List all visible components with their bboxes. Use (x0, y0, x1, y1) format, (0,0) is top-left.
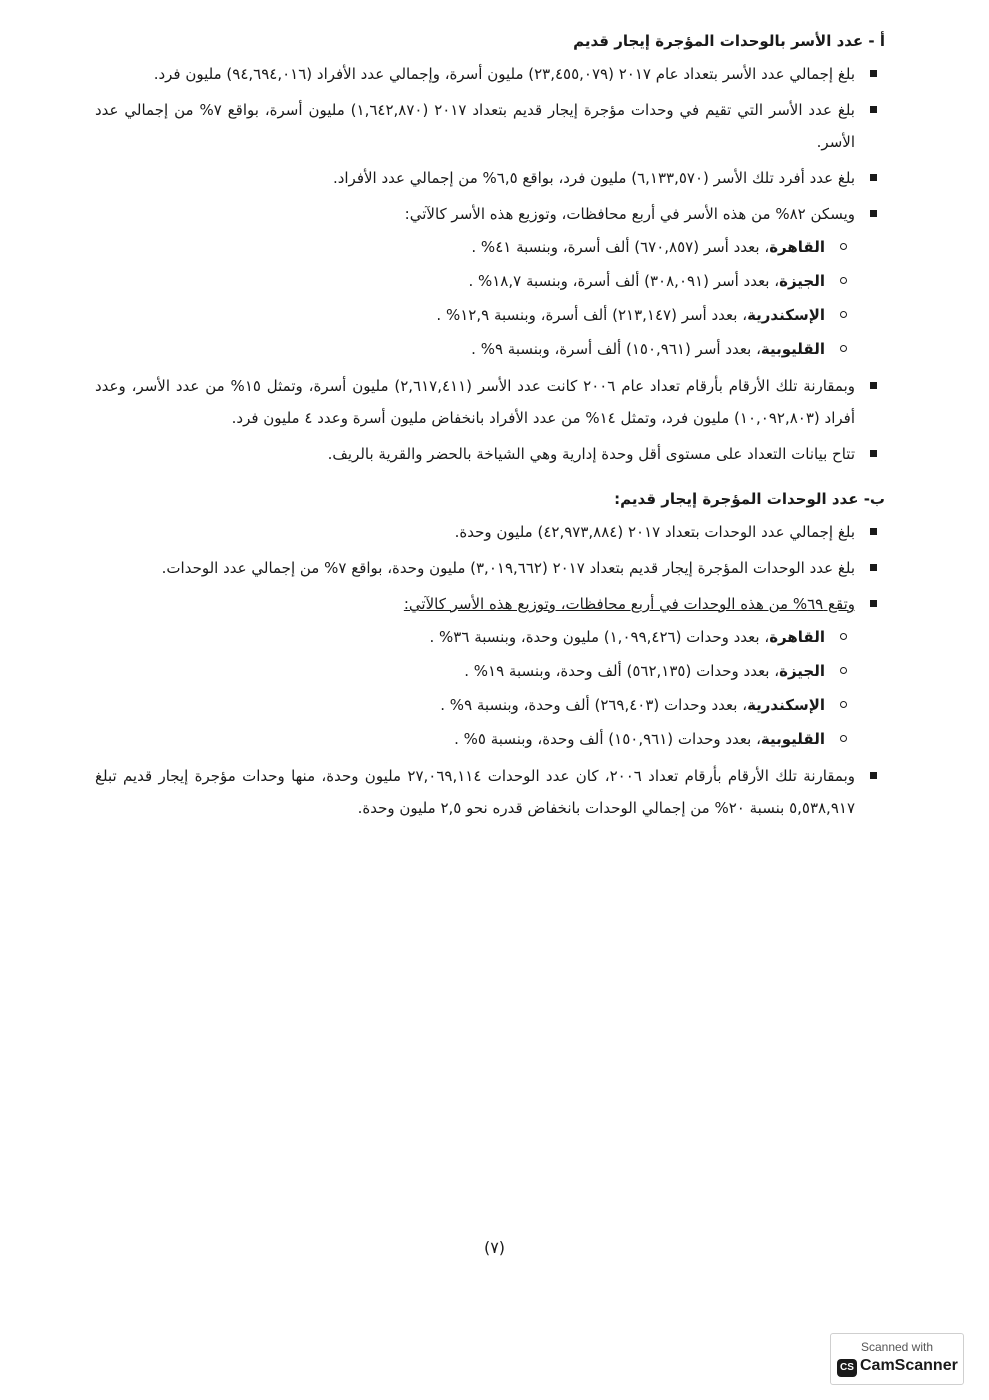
governorate-item (95, 654, 855, 688)
governorate-stats: ، بعدد أسر (٢١٣,١٤٧) ألف أسرة، وبنسبة ١٢,٩% . (436, 306, 748, 324)
governorate-stats: ، بعدد وحدات (٥٦٢,١٣٥) ألف وحدة، وبنسبة ١٩% . (464, 662, 780, 680)
governorate-item (95, 620, 855, 654)
governorate-name: الجيزة (779, 272, 825, 290)
circle-bullet-icon (840, 633, 847, 640)
list-item (95, 552, 885, 584)
bullet-text: تتاح بيانات التعداد على مستوى أقل وحدة إدارية وهي الشياخة بالحضر والقرية بالريف. (327, 445, 855, 463)
square-bullet-icon (870, 528, 877, 535)
governorate-name: الإسكندرية (747, 306, 825, 324)
section-a-bullets (95, 58, 885, 470)
list-item (95, 198, 885, 366)
governorate-name: القليوبية (760, 730, 825, 748)
square-bullet-icon (870, 174, 877, 181)
governorate-name: الإسكندرية (747, 696, 825, 714)
list-item (95, 516, 885, 548)
bullet-text: بلغ إجمالي عدد الوحدات بتعداد ٢٠١٧ (٤٢,٩٧٣,٨٨٤) مليون وحدة. (454, 523, 855, 541)
document-page (95, 30, 885, 828)
governorate-stats: ، بعدد أسر (٣٠٨,٠٩١) ألف أسرة، وبنسبة ١٨,٧% . (468, 272, 780, 290)
bullet-text: بلغ عدد أفرد تلك الأسر (٦,١٣٣,٥٧٠) مليون فرد، بواقع ٦,٥% من إجمالي عدد الأفراد. (332, 169, 855, 187)
circle-bullet-icon (840, 345, 847, 352)
circle-bullet-icon (840, 277, 847, 284)
list-item (95, 588, 885, 756)
governorate-item (95, 230, 855, 264)
watermark-scanned-with: Scanned with (860, 1340, 934, 1354)
bullet-text: وبمقارنة تلك الأرقام بأرقام تعداد عام ٢٠٠٦ كانت عدد الأسر (٢,٦١٧,٤١١) مليون أسرة، وتمثل ١٥% من عدد الأسر، وعدد أفراد (١٠,٠٩٢,٨٠٣) مليون فرد، وتمثل ١٤% من عدد الأفراد بانخفاض مليون أسرة وعدد ٤ مليون فرد. (95, 377, 855, 427)
camscanner-watermark (830, 1333, 964, 1385)
list-item (95, 162, 885, 194)
governorate-stats: ، بعدد وحدات (١٥٠,٩٦١) ألف وحدة، وبنسبة ٥% . (454, 730, 761, 748)
circle-bullet-icon (840, 701, 847, 708)
bullet-text: ويسكن ٨٢% من هذه الأسر في أربع محافظات، وتوزيع هذه الأسر كالآتي: (404, 205, 855, 223)
square-bullet-icon (870, 106, 877, 113)
bullet-text: بلغ إجمالي عدد الأسر بتعداد عام ٢٠١٧ (٢٣,٤٥٥,٠٧٩) مليون أسرة، وإجمالي عدد الأفراد (٩٤,٦٩٤,٠١٦) مليون فرد. (153, 65, 855, 83)
governorate-item (95, 722, 855, 756)
square-bullet-icon (870, 600, 877, 607)
governorate-stats: ، بعدد أسر (٦٧٠,٨٥٧) ألف أسرة، وبنسبة ٤١% . (471, 238, 770, 256)
watermark-brand: CamScanner (860, 1357, 958, 1374)
governorate-item (95, 264, 855, 298)
section-b-governorates (95, 620, 855, 756)
list-item (95, 370, 885, 434)
bullet-text: وبمقارنة تلك الأرقام بأرقام تعداد ٢٠٠٦، كان عدد الوحدات ٢٧,٠٦٩,١١٤ مليون وحدة، منها وحدات مؤجرة إيجار قديم تبلغ ٥,٥٣٨,٩١٧ بنسبة ٢٠% من إجمالي الوحدات بانخفاض قدره نحو ٢,٥ مليون وحدة. (95, 767, 855, 817)
circle-bullet-icon (840, 243, 847, 250)
governorate-stats: ، بعدد وحدات (١,٠٩٩,٤٢٦) مليون وحدة، وبنسبة ٣٦% . (429, 628, 770, 646)
section-a-governorates (95, 230, 855, 366)
square-bullet-icon (870, 450, 877, 457)
square-bullet-icon (870, 70, 877, 77)
bullet-text: بلغ عدد الوحدات المؤجرة إيجار قديم بتعداد ٢٠١٧ (٣,٠١٩,٦٦٢) مليون وحدة، بواقع ٧% من إجمالي عدد الوحدات. (161, 559, 855, 577)
governorate-item (95, 688, 855, 722)
governorate-stats: ، بعدد أسر (١٥٠,٩٦١) ألف أسرة، وبنسبة ٩% . (471, 340, 761, 358)
page-number: (٧) (483, 1238, 506, 1257)
section-a-heading: أ - عدد الأسر بالوحدات المؤجرة إيجار قديم (573, 32, 885, 50)
governorate-name: الجيزة (779, 662, 825, 680)
governorate-name: القاهرة (769, 238, 825, 256)
governorate-name: القاهرة (769, 628, 825, 646)
governorate-item (95, 332, 855, 366)
list-item (95, 438, 885, 470)
square-bullet-icon (870, 210, 877, 217)
square-bullet-icon (870, 382, 877, 389)
section-b-bullets (95, 516, 885, 824)
list-item (95, 94, 885, 158)
circle-bullet-icon (840, 311, 847, 318)
list-item (95, 760, 885, 824)
square-bullet-icon (870, 772, 877, 779)
section-b-heading: ب- عدد الوحدات المؤجرة إيجار قديم: (614, 490, 885, 508)
bullet-text: بلغ عدد الأسر التي تقيم في وحدات مؤجرة إيجار قديم بتعداد ٢٠١٧ (١,٦٤٢,٨٧٠) مليون أسرة، بواقع ٧% من إجمالي عدد الأسر. (95, 101, 855, 151)
governorate-stats: ، بعدد وحدات (٢٦٩,٤٠٣) ألف وحدة، وبنسبة ٩% . (440, 696, 748, 714)
circle-bullet-icon (840, 667, 847, 674)
bullet-text: وتقع ٦٩% من هذه الوحدات في أربع محافظات، وتوزيع هذه الأسر كالآتي: (403, 595, 855, 613)
governorate-item (95, 298, 855, 332)
camscanner-logo-icon: CS (837, 1359, 857, 1377)
square-bullet-icon (870, 564, 877, 571)
circle-bullet-icon (840, 735, 847, 742)
list-item (95, 58, 885, 90)
governorate-name: القليوبية (760, 340, 825, 358)
